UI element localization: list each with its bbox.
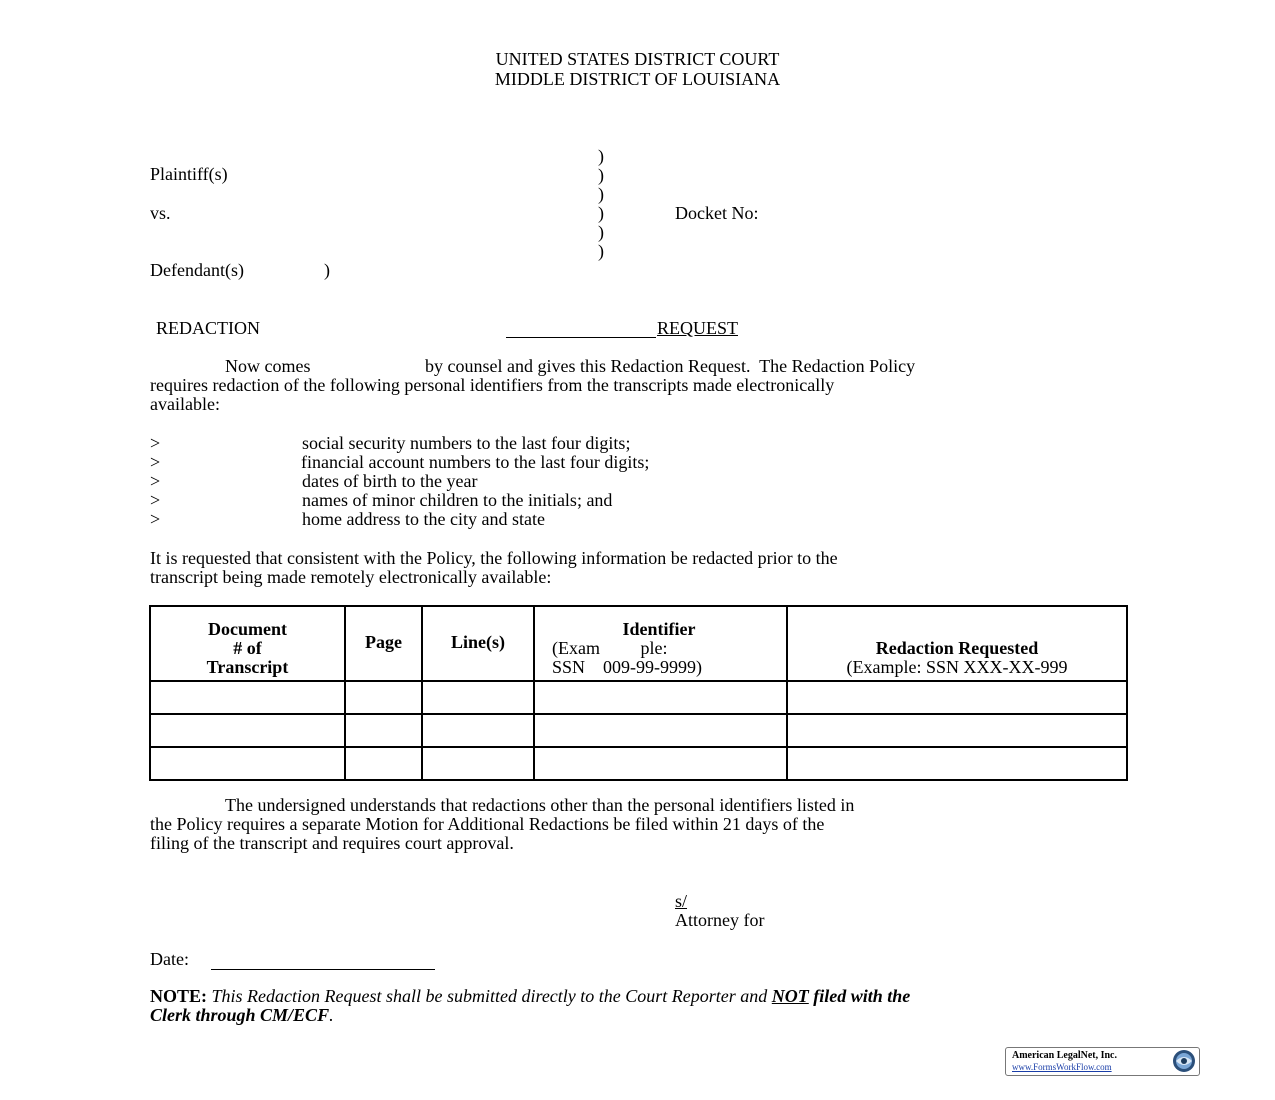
title-redaction: REDACTION bbox=[156, 318, 260, 338]
table-header-row bbox=[150, 606, 1127, 681]
closing-line3: filing of the transcript and requires court approval. bbox=[150, 833, 514, 853]
court-name: UNITED STATES DISTRICT COURT bbox=[495, 49, 780, 69]
intro-line1: by counsel and gives this Redaction Request. The Redaction Policy bbox=[425, 356, 916, 376]
table-row bbox=[150, 681, 1127, 714]
col-identifier-title: Identifier bbox=[622, 619, 696, 639]
docket-label: Docket No: bbox=[675, 203, 759, 223]
col-identifier-example: (Exam ple: bbox=[552, 638, 668, 658]
caption-paren: ) bbox=[598, 241, 604, 261]
table-cell[interactable] bbox=[422, 681, 534, 714]
title-request: REQUEST bbox=[657, 318, 738, 338]
note-text: This Redaction Request shall be submitted directly to the Court Reporter and bbox=[207, 986, 772, 1006]
table-cell[interactable] bbox=[150, 714, 345, 747]
plaintiff-label: Plaintiff(s) bbox=[150, 164, 228, 184]
table-cell[interactable] bbox=[150, 681, 345, 714]
table-cell[interactable] bbox=[345, 714, 422, 747]
intro-line3: available: bbox=[150, 394, 220, 414]
vs-label: vs. bbox=[150, 203, 171, 223]
bullet-item: dates of birth to the year bbox=[302, 471, 478, 491]
col-page: Page bbox=[345, 606, 422, 681]
col-identifier bbox=[534, 606, 787, 681]
col-redaction-title: Redaction Requested bbox=[875, 638, 1039, 658]
redaction-table bbox=[149, 605, 1128, 781]
table-cell[interactable] bbox=[787, 681, 1127, 714]
note-label: NOTE: bbox=[150, 986, 208, 1006]
logo-name: American LegalNet, Inc. bbox=[1012, 1050, 1117, 1061]
bullet-item: social security numbers to the last four digits; bbox=[302, 433, 631, 453]
bullet-marker: > bbox=[150, 433, 161, 453]
col-identifier-ssn: SSN 009-99-9999) bbox=[552, 657, 703, 677]
bullet-marker: > bbox=[150, 490, 161, 510]
defendant-label: Defendant(s) bbox=[150, 260, 244, 280]
col-document-line3: Transcript bbox=[206, 657, 289, 677]
caption-paren: ) bbox=[598, 222, 604, 242]
table-cell[interactable] bbox=[422, 747, 534, 780]
court-district: MIDDLE DISTRICT OF LOUISIANA bbox=[494, 69, 781, 89]
col-document-line2: # of bbox=[233, 638, 262, 658]
intro-line2: requires redaction of the following personal identifiers from the transcripts made electronically bbox=[150, 375, 835, 395]
globe-icon bbox=[1172, 1049, 1196, 1073]
note-period: . bbox=[329, 1005, 334, 1025]
bullet-item: home address to the city and state bbox=[302, 509, 545, 529]
note-clerk: Clerk through CM/ECF bbox=[150, 1005, 330, 1025]
table-cell[interactable] bbox=[150, 747, 345, 780]
table-cell[interactable] bbox=[422, 714, 534, 747]
table-cell[interactable] bbox=[534, 747, 787, 780]
col-lines: Line(s) bbox=[422, 606, 534, 681]
date-label: Date: bbox=[150, 949, 189, 969]
bullet-marker: > bbox=[150, 471, 161, 491]
caption-paren: ) bbox=[598, 165, 604, 185]
signature-s: s/ bbox=[675, 891, 688, 911]
col-document bbox=[150, 606, 345, 681]
closing-line1: The undersigned understands that redactions other than the personal identifiers listed in bbox=[225, 795, 855, 815]
bullet-item: financial account numbers to the last four digits; bbox=[301, 452, 650, 472]
bullet-marker: > bbox=[150, 509, 161, 529]
caption-paren: ) bbox=[598, 203, 604, 223]
closing-line2: the Policy requires a separate Motion for Additional Redactions be filed within 21 days of the bbox=[150, 814, 825, 834]
col-redaction-example: (Example: SSN XXX-XX-999 bbox=[846, 657, 1068, 677]
attorney-for-label: Attorney for bbox=[675, 910, 765, 930]
caption-paren: ) bbox=[324, 260, 330, 280]
col-document-line1: Document bbox=[208, 619, 287, 639]
bullet-item: names of minor children to the initials; and bbox=[302, 490, 613, 510]
note-line1 bbox=[150, 987, 910, 1006]
note-not: NOT bbox=[771, 986, 809, 1006]
title-underline bbox=[506, 337, 656, 338]
table-cell[interactable] bbox=[345, 747, 422, 780]
caption-paren: ) bbox=[598, 184, 604, 204]
caption-paren: ) bbox=[598, 146, 604, 166]
date-line[interactable] bbox=[211, 969, 435, 970]
table-cell[interactable] bbox=[787, 747, 1127, 780]
intro-now-comes: Now comes bbox=[225, 356, 311, 376]
request-line1: It is requested that consistent with the Policy, the following information be redacted prior to the bbox=[150, 548, 838, 568]
table-cell[interactable] bbox=[534, 714, 787, 747]
col-redaction-requested bbox=[787, 606, 1127, 681]
american-legalnet-logo[interactable] bbox=[1005, 1047, 1200, 1076]
request-line2: transcript being made remotely electronically available: bbox=[150, 567, 552, 587]
note-line2 bbox=[150, 1006, 334, 1025]
table-cell[interactable] bbox=[345, 681, 422, 714]
logo-url[interactable]: www.FormsWorkFlow.com bbox=[1012, 1062, 1112, 1072]
note-text-filed: filed with the bbox=[808, 986, 911, 1006]
table-row bbox=[150, 714, 1127, 747]
table-row bbox=[150, 747, 1127, 780]
table-cell[interactable] bbox=[534, 681, 787, 714]
bullet-marker: > bbox=[150, 452, 161, 472]
table-cell[interactable] bbox=[787, 714, 1127, 747]
